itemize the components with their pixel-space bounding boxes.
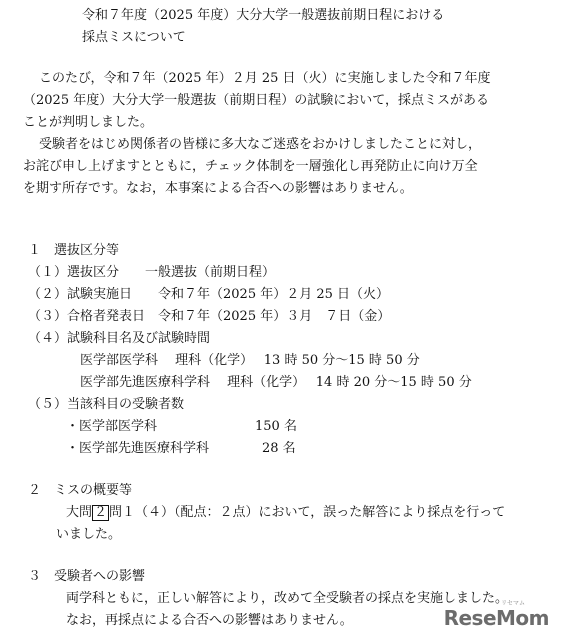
resemom-watermark-logo — [443, 600, 549, 630]
intro-p1-line-3: ことが判明しました。 — [23, 115, 154, 130]
section2-body-post: 問１（４）（配点：２点）において，誤った解答により採点を行って — [109, 505, 506, 520]
section1-item-5-sub-1-name: ・医学部医学科 — [66, 419, 158, 434]
section1-item-2: （２）試験実施日 令和７年（2025 年）２月 25 日（火） — [28, 287, 390, 302]
section3-heading: ３ 受験者への影響 — [28, 569, 146, 584]
section3-body-line-1: 両学科ともに，正しい解答により，改めて全受験者の採点を実施しました。 — [66, 591, 509, 606]
section1-item-4-sub-1: 医学部医学科 理科（化学） 13 時 50 分～15 時 50 分 — [80, 353, 420, 368]
section2-body-line-2: いました。 — [56, 527, 122, 542]
section1-item-4-sub-2: 医学部先進医療科学科 理科（化学） 14 時 20 分～15 時 50 分 — [80, 375, 472, 390]
watermark-sub-label: リセマム — [501, 600, 525, 607]
section1-item-5-sub-2-name: ・医学部先進医療科学科 — [66, 441, 210, 456]
section1-item-5-sub-2-count: 28 名 — [262, 441, 296, 456]
section1-item-5: （５）当該科目の受験者数 — [28, 397, 185, 412]
boxed-question-number: ２ — [94, 505, 108, 520]
section1-item-4: （４）試験科目名及び試験時間 — [28, 331, 211, 346]
intro-p1-line-1: このたび，令和７年（2025 年）２月 25 日（火）に実施しました令和７年度 — [39, 71, 491, 86]
section1-item-1: （１）選抜区分 一般選抜（前期日程） — [28, 265, 276, 280]
intro-p2-line-2: お詫び申し上げますとともに，チェック体制を一層強化し再発防止に向け万全 — [23, 159, 478, 174]
title-line-2: 採点ミスについて — [82, 30, 186, 45]
title-line-1: 令和７年度（2025 年度）大分大学一般選抜前期日程における — [82, 8, 445, 23]
intro-p2-line-1: 受験者をはじめ関係者の皆様に多大なご迷惑をおかけしましたことに対し， — [39, 137, 482, 152]
section1-heading: １ 選抜区分等 — [28, 243, 120, 258]
section2-body-pre: 大問 — [66, 505, 93, 520]
watermark-logo-text: ReseMom — [443, 606, 549, 630]
section2-heading: ２ ミスの概要等 — [28, 483, 133, 498]
section2-body-line-1 — [66, 504, 505, 522]
intro-p2-line-3: を期す所存です。なお，本事案による合否への影響はありません。 — [23, 181, 413, 196]
section3-body-line-2: なお，再採点による合否への影響はありません。 — [66, 613, 353, 628]
section1-item-5-sub-1-count: 150 名 — [255, 419, 297, 434]
section1-item-3: （３）合格者発表日 令和７年（2025 年）３月 ７日（金） — [28, 309, 391, 324]
intro-p1-line-2: （2025 年度）大分大学一般選抜（前期日程）の試験において，採点ミスがある — [23, 93, 489, 108]
